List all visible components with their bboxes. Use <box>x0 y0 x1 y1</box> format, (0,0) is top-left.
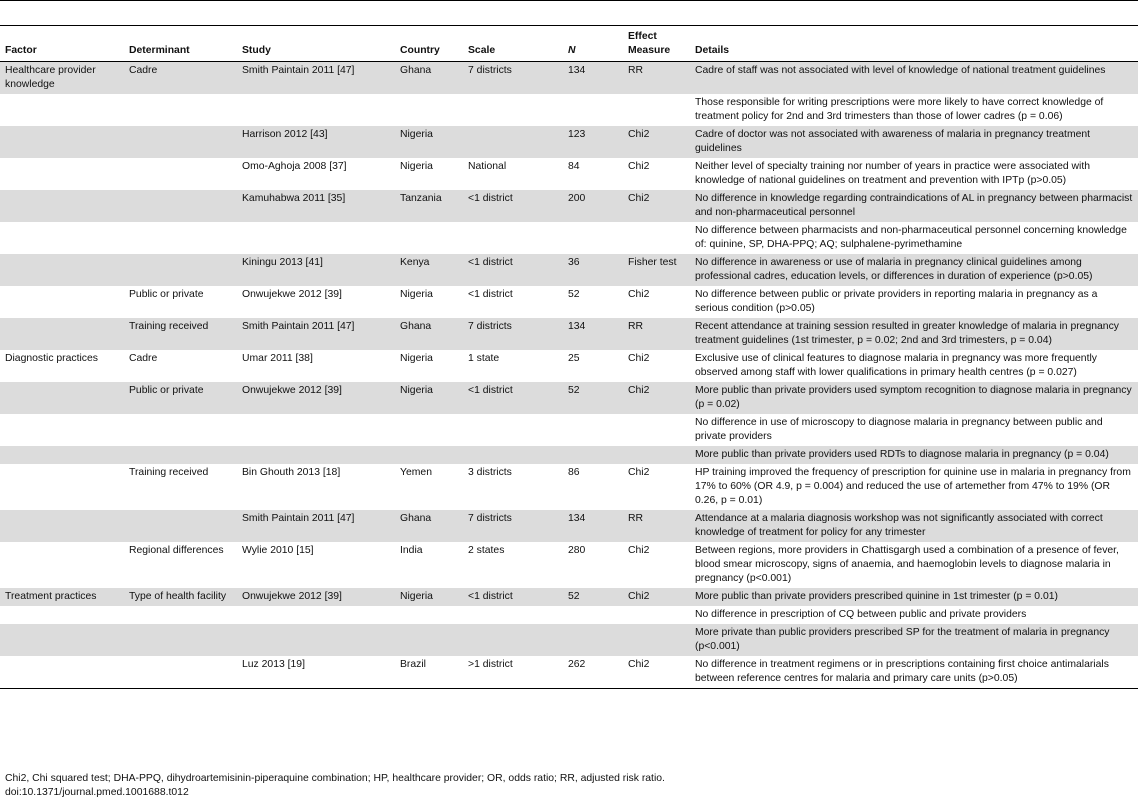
cell-country: Yemen <box>400 467 432 478</box>
cell-country <box>395 624 463 656</box>
cell-scale <box>463 446 563 464</box>
cell-factor <box>0 158 124 190</box>
cell-determinant <box>124 94 237 126</box>
cell-scale: <1 district <box>468 193 513 204</box>
cell-scale <box>463 222 563 254</box>
header-n: N <box>568 45 576 56</box>
cell-factor <box>0 382 124 414</box>
cell-details: No difference between pharmacists and non-pharmaceutical personnel concerning knowledge of: quinine, SP, DHA-PPQ; AQ; sulphalene-pyrimethamine <box>695 225 1127 250</box>
cell-country: Nigeria <box>400 129 433 140</box>
header-study: Study <box>242 45 271 56</box>
cell-factor <box>0 464 124 510</box>
cell-country: Ghana <box>400 321 432 332</box>
cell-scale <box>463 414 563 446</box>
cell-n: 200 <box>568 193 586 204</box>
cell-factor <box>0 286 124 318</box>
cell-n <box>563 94 623 126</box>
cell-scale: <1 district <box>468 257 513 268</box>
cell-determinant <box>124 414 237 446</box>
cell-scale: 3 districts <box>468 467 512 478</box>
header-country: Country <box>400 45 440 56</box>
header-details: Details <box>695 45 730 56</box>
table-body <box>0 62 1138 689</box>
header-scale: Scale <box>468 45 496 56</box>
cell-n <box>563 446 623 464</box>
table-row <box>0 62 1138 95</box>
cell-scale: 7 districts <box>468 513 512 524</box>
cell-study: Smith Paintain 2011 [47] <box>242 65 355 76</box>
cell-country: Nigeria <box>400 353 433 364</box>
cell-determinant <box>124 624 237 656</box>
cell-scale: 1 state <box>468 353 500 364</box>
table-row <box>0 126 1138 158</box>
cell-factor: Diagnostic practices <box>5 353 98 364</box>
cell-determinant: Cadre <box>129 353 158 364</box>
cell-study <box>237 606 395 624</box>
cell-determinant <box>124 254 237 286</box>
table-row <box>0 318 1138 350</box>
cell-determinant <box>124 222 237 254</box>
doi-text: doi:10.1371/journal.pmed.1001688.t012 <box>5 786 189 798</box>
table-row <box>0 542 1138 588</box>
cell-n: 86 <box>568 467 580 478</box>
cell-effect: Chi2 <box>628 545 650 556</box>
cell-study <box>237 624 395 656</box>
cell-factor <box>0 624 124 656</box>
header-effect-measure: Effect Measure <box>628 31 671 56</box>
table-row <box>0 222 1138 254</box>
cell-n: 52 <box>568 385 580 396</box>
cell-scale <box>463 624 563 656</box>
cell-effect: RR <box>628 65 644 76</box>
cell-effect: Fisher test <box>628 257 677 268</box>
cell-country: Tanzania <box>400 193 442 204</box>
cell-effect <box>623 606 690 624</box>
cell-factor: Healthcare provider knowledge <box>5 65 96 90</box>
table-row <box>0 588 1138 606</box>
cell-study: Harrison 2012 [43] <box>242 129 328 140</box>
cell-details: No difference in prescription of CQ between public and private providers <box>695 609 1027 620</box>
cell-country: Nigeria <box>400 385 433 396</box>
cell-determinant <box>124 158 237 190</box>
cell-factor <box>0 126 124 158</box>
cell-factor <box>0 318 124 350</box>
cell-country <box>395 222 463 254</box>
cell-details: Exclusive use of clinical features to diagnose malaria in pregnancy was more frequently observed among staff with lower qualifications in primary health centres (p = 0.027) <box>695 353 1097 378</box>
cell-details: Those responsible for writing prescriptions were more likely to have correct knowledge of treatment policy for 2nd and 3rd trimesters than those of lower cadres (p = 0.06) <box>695 97 1104 122</box>
cell-factor <box>0 446 124 464</box>
cell-factor <box>0 510 124 542</box>
cell-scale: <1 district <box>468 385 513 396</box>
cell-n <box>563 606 623 624</box>
cell-country <box>395 94 463 126</box>
table-row <box>0 94 1138 126</box>
cell-details: No difference between public or private providers in reporting malaria in pregnancy as a serious condition (p>0.05) <box>695 289 1098 314</box>
table-row <box>0 510 1138 542</box>
header-row <box>0 26 1138 62</box>
cell-effect <box>623 446 690 464</box>
cell-effect: Chi2 <box>628 161 650 172</box>
cell-effect: Chi2 <box>628 591 650 602</box>
cell-country: India <box>400 545 423 556</box>
cell-n: 25 <box>568 353 580 364</box>
cell-effect: Chi2 <box>628 385 650 396</box>
cell-factor <box>0 94 124 126</box>
cell-country: Nigeria <box>400 591 433 602</box>
cell-n: 134 <box>568 513 586 524</box>
cell-details: No difference in treatment regimens or in prescriptions containing first choice antimalarials between reference centres for malaria and primary care units (p>0.05) <box>695 659 1109 684</box>
cell-scale: 7 districts <box>468 65 512 76</box>
cell-study: Kiningu 2013 [41] <box>242 257 323 268</box>
cell-n: 84 <box>568 161 580 172</box>
cell-details: More public than private providers used RDTs to diagnose malaria in pregnancy (p = 0.04) <box>695 449 1109 460</box>
cell-study: Onwujekwe 2012 [39] <box>242 289 342 300</box>
cell-effect <box>623 94 690 126</box>
table-row <box>0 350 1138 382</box>
cell-effect <box>623 624 690 656</box>
cell-effect <box>623 222 690 254</box>
cell-study: Wylie 2010 [15] <box>242 545 314 556</box>
cell-study: Luz 2013 [19] <box>242 659 305 670</box>
cell-n: 52 <box>568 289 580 300</box>
cell-details: More public than private providers used symptom recognition to diagnose malaria in pregnancy (p = 0.02) <box>695 385 1132 410</box>
cell-n: 262 <box>568 659 586 670</box>
table-row <box>0 656 1138 689</box>
cell-n <box>563 414 623 446</box>
determinants-table <box>0 25 1138 689</box>
cell-country: Nigeria <box>400 289 433 300</box>
cell-determinant: Public or private <box>129 289 204 300</box>
cell-determinant: Regional differences <box>129 545 224 556</box>
cell-effect <box>623 414 690 446</box>
cell-scale: <1 district <box>468 289 513 300</box>
cell-scale <box>463 94 563 126</box>
cell-effect: Chi2 <box>628 193 650 204</box>
header-determinant: Determinant <box>129 45 190 56</box>
cell-determinant <box>124 606 237 624</box>
cell-study: Umar 2011 [38] <box>242 353 313 364</box>
cell-study <box>237 446 395 464</box>
table-row <box>0 190 1138 222</box>
table-row <box>0 606 1138 624</box>
cell-study: Omo-Aghoja 2008 [37] <box>242 161 347 172</box>
cell-details: Cadre of doctor was not associated with awareness of malaria in pregnancy treatment guidelines <box>695 129 1091 154</box>
cell-country: Ghana <box>400 65 432 76</box>
table-row <box>0 414 1138 446</box>
cell-determinant: Public or private <box>129 385 204 396</box>
cell-n: 52 <box>568 591 580 602</box>
cell-effect: Chi2 <box>628 289 650 300</box>
cell-study: Smith Paintain 2011 [47] <box>242 321 355 332</box>
footnote: Chi2, Chi squared test; DHA-PPQ, dihydroartemisinin-piperaquine combination; HP, healthcare provider; OR, odds ratio; RR, adjusted risk ratio. <box>5 773 665 784</box>
cell-n: 134 <box>568 65 586 76</box>
cell-country <box>395 446 463 464</box>
cell-factor <box>0 222 124 254</box>
cell-n: 36 <box>568 257 580 268</box>
table-row <box>0 382 1138 414</box>
header-factor: Factor <box>5 45 37 56</box>
table-row <box>0 286 1138 318</box>
cell-effect: RR <box>628 513 644 524</box>
table-row <box>0 464 1138 510</box>
cell-details: No difference in knowledge regarding contraindications of AL in pregnancy between pharmacist and non-pharmaceutical personnel <box>695 193 1133 218</box>
cell-determinant: Cadre <box>129 65 158 76</box>
cell-country: Brazil <box>400 659 426 670</box>
cell-factor <box>0 414 124 446</box>
table-footer <box>5 772 665 799</box>
cell-scale: 7 districts <box>468 321 512 332</box>
cell-n <box>563 222 623 254</box>
cell-details: HP training improved the frequency of prescription for quinine use in malaria in pregnancy from 17% to 60% (OR 4.9, p = 0.004) and reduced the use of artemether from 47% to 19% (OR 0.26, p = 0.01) <box>695 467 1131 506</box>
cell-factor <box>0 656 124 689</box>
cell-factor <box>0 254 124 286</box>
cell-scale <box>463 606 563 624</box>
cell-determinant <box>124 656 237 689</box>
cell-determinant: Type of health facility <box>129 591 227 602</box>
table-row <box>0 158 1138 190</box>
cell-factor <box>0 542 124 588</box>
cell-scale: >1 district <box>468 659 513 670</box>
cell-effect: Chi2 <box>628 353 650 364</box>
cell-country: Kenya <box>400 257 430 268</box>
cell-study: Onwujekwe 2012 [39] <box>242 385 342 396</box>
table-row <box>0 254 1138 286</box>
cell-details: More public than private providers prescribed quinine in 1st trimester (p = 0.01) <box>695 591 1058 602</box>
cell-determinant <box>124 190 237 222</box>
cell-n <box>563 624 623 656</box>
table-row <box>0 446 1138 464</box>
cell-scale: National <box>468 161 507 172</box>
top-rule <box>0 0 1138 1</box>
cell-study: Kamuhabwa 2011 [35] <box>242 193 346 204</box>
cell-country <box>395 606 463 624</box>
cell-study <box>237 222 395 254</box>
cell-country <box>395 414 463 446</box>
cell-determinant: Training received <box>129 467 209 478</box>
cell-scale: <1 district <box>468 591 513 602</box>
cell-factor <box>0 190 124 222</box>
cell-details: Neither level of specialty training nor number of years in practice were associated with knowledge of national guidelines on treatment and prevention with IPTp (p>0.05) <box>695 161 1091 186</box>
cell-details: Recent attendance at training session resulted in greater knowledge of malaria in pregnancy treatment guidelines (1st trimester, p = 0.02; 2nd and 3rd trimesters, p = 0.04) <box>695 321 1119 346</box>
cell-scale: 2 states <box>468 545 505 556</box>
cell-study: Smith Paintain 2011 [47] <box>242 513 355 524</box>
cell-country: Ghana <box>400 513 432 524</box>
cell-details: Cadre of staff was not associated with level of knowledge of national treatment guidelines <box>695 65 1106 76</box>
cell-study <box>237 94 395 126</box>
cell-factor: Treatment practices <box>5 591 97 602</box>
cell-determinant <box>124 510 237 542</box>
cell-study <box>237 414 395 446</box>
cell-details: Attendance at a malaria diagnosis workshop was not significantly associated with correct knowledge of treatment for policy for any trimester <box>695 513 1103 538</box>
cell-determinant: Training received <box>129 321 209 332</box>
table-row <box>0 624 1138 656</box>
cell-details: No difference in use of microscopy to diagnose malaria in pregnancy between public and private providers <box>695 417 1103 442</box>
cell-n: 123 <box>568 129 586 140</box>
cell-scale <box>463 126 563 158</box>
cell-study: Onwujekwe 2012 [39] <box>242 591 342 602</box>
cell-details: More private than public providers prescribed SP for the treatment of malaria in pregnancy (p<0.001) <box>695 627 1110 652</box>
cell-effect: RR <box>628 321 644 332</box>
cell-determinant <box>124 446 237 464</box>
cell-effect: Chi2 <box>628 129 650 140</box>
cell-factor <box>0 606 124 624</box>
cell-country: Nigeria <box>400 161 433 172</box>
cell-effect: Chi2 <box>628 659 650 670</box>
cell-n: 280 <box>568 545 586 556</box>
cell-effect: Chi2 <box>628 467 650 478</box>
cell-details: Between regions, more providers in Chattisgargh used a combination of a presence of fever, blood smear microscopy, signs of anaemia, and haemoglobin levels to diagnose malaria in pregnancy (p<0.001) <box>695 545 1119 584</box>
cell-details: No difference in awareness or use of malaria in pregnancy clinical guidelines among professional cadres, education levels, or differences in duration of experience (p>0.05) <box>695 257 1093 282</box>
cell-study: Bin Ghouth 2013 [18] <box>242 467 341 478</box>
cell-determinant <box>124 126 237 158</box>
cell-n: 134 <box>568 321 586 332</box>
